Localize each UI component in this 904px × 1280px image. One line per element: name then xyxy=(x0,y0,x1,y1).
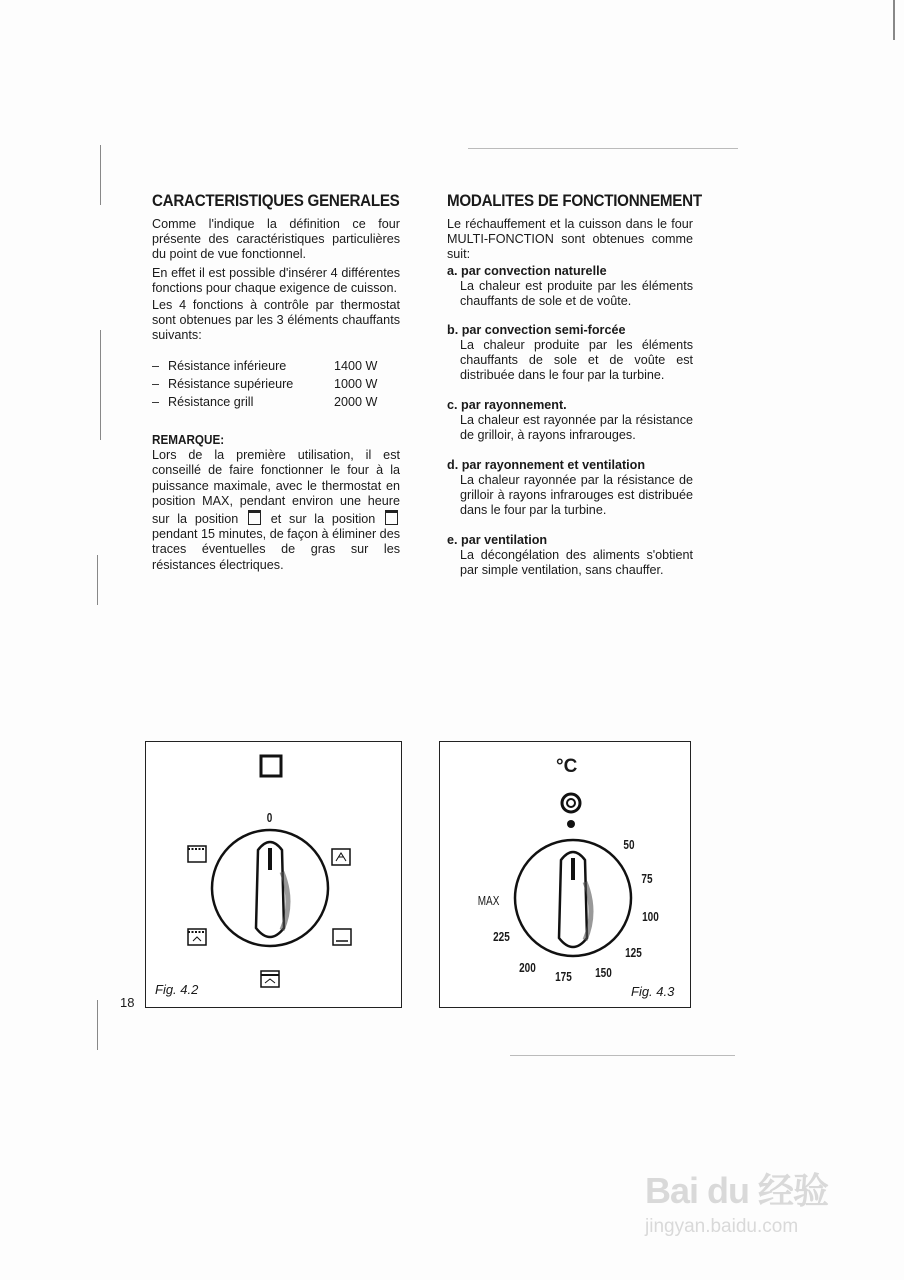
resistance-list xyxy=(152,357,400,411)
remarque-title: REMARQUE: xyxy=(152,432,225,447)
position-zero-label: 0 xyxy=(266,811,273,825)
resistance-row: – Résistance supérieure 1000 W xyxy=(152,377,378,391)
mode-label: d. par rayonnement et ventilation xyxy=(447,458,646,472)
left-column xyxy=(152,192,400,573)
scan-line xyxy=(100,330,101,440)
scale-200: 200 xyxy=(519,961,536,975)
scan-line xyxy=(100,145,101,205)
paragraph: Le réchauffement et la cuisson dans le four MULTI-FONCTION sont obtenues comme suit: xyxy=(447,217,693,261)
bottom-element-icon xyxy=(333,929,351,945)
mode-label: a. par convection naturelle xyxy=(447,264,607,278)
mode-text: La chaleur est produite par les éléments chauffants de sole et de voûte. xyxy=(460,279,693,308)
mode-label: b. par convection semi-forcée xyxy=(447,323,626,337)
right-column xyxy=(447,192,702,578)
reference-dot xyxy=(567,820,575,828)
mode-text: La chaleur rayonnée par la résistance de grilloir à rayons infrarouges est distribuée dans le four par la turbine. xyxy=(460,473,693,517)
paragraph: Les 4 fonctions à contrôle par thermostat sont obtenues par les 3 éléments chauffants suivants: xyxy=(152,298,400,342)
mode-label: e. par ventilation xyxy=(447,533,548,547)
scale-50: 50 xyxy=(623,838,635,852)
mode-text: La chaleur est rayonnée par la résistance de grilloir, à rayons infrarouges. xyxy=(460,413,693,442)
scan-line xyxy=(893,0,895,40)
scale-125: 125 xyxy=(625,946,642,960)
scale-150: 150 xyxy=(595,966,612,980)
section-title-caracteristiques: CARACTERISTIQUES GENERALES xyxy=(152,192,400,210)
scan-line xyxy=(510,1055,735,1056)
scale-175: 175 xyxy=(555,970,572,984)
paragraph: En effet il est possible d'insérer 4 différentes fonctions pour chaque exigence de cuisson. xyxy=(152,266,400,295)
scale-75: 75 xyxy=(641,872,653,886)
scan-line xyxy=(468,148,738,149)
indicator-lamp-icon xyxy=(562,794,580,812)
oven-grill-fan-icon xyxy=(385,510,398,525)
figure-4-3 xyxy=(439,741,691,1008)
temperature-unit: °C xyxy=(556,756,578,777)
scale-225: 225 xyxy=(493,930,510,944)
scan-line xyxy=(97,555,98,605)
mode-text: La décongélation des aliments s'obtient par simple ventilation, sans chauffer. xyxy=(460,548,693,577)
scale-100: 100 xyxy=(642,910,659,924)
watermark xyxy=(645,1163,865,1238)
resistance-row: – Résistance grill 2000 W xyxy=(152,395,378,409)
mode-label: c. par rayonnement. xyxy=(447,398,567,412)
oven-grill-icon xyxy=(248,510,261,525)
watermark-url: jingyan.baidu.com xyxy=(645,1216,799,1237)
mode-text: La chaleur produite par les éléments chauffants de sole et de voûte est distribuée dans le four par la turbine. xyxy=(460,338,693,382)
off-square-icon xyxy=(261,756,281,776)
page-number: 18 xyxy=(120,995,135,1010)
watermark-brand: Bai du 经验 xyxy=(645,1170,829,1211)
section-title-modalites: MODALITES DE FONCTIONNEMENT xyxy=(447,192,702,210)
figure-4-2 xyxy=(145,741,402,1008)
paragraph: Comme l'indique la définition ce four présente des caractéristiques particulières du point de vue fonctionnel. xyxy=(152,217,400,261)
scale-max: MAX xyxy=(477,894,500,908)
remarque-text: Lors de la première utilisation, il est conseillé de faire fonctionner le four à la puissance maximale, avec le thermostat en position MAX, pendant environ une heure sur la position et sur la position pendant 15 minutes, de façon à éliminer des traces éventuelles de gras sur les résistances électriques. xyxy=(152,448,400,572)
figure-label: Fig. 4.3 xyxy=(631,984,675,999)
resistance-row: – Résistance inférieure 1400 W xyxy=(152,359,378,373)
selector-knob-drawing xyxy=(146,742,401,1007)
figure-label: Fig. 4.2 xyxy=(155,982,199,997)
scan-line xyxy=(97,1000,98,1050)
